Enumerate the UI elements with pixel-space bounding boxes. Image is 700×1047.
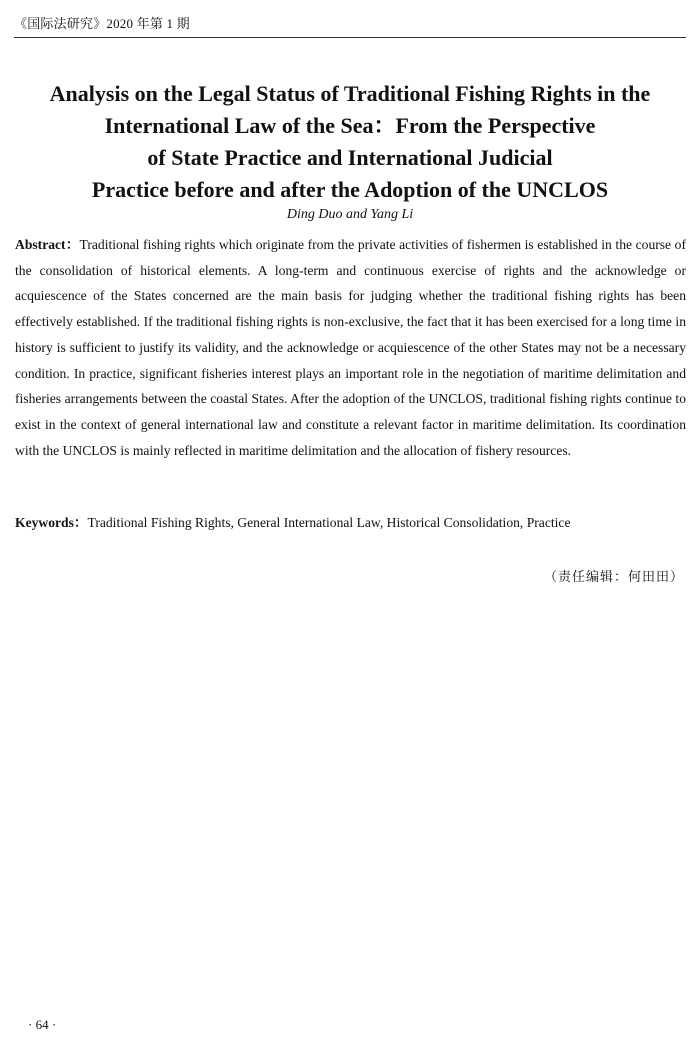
keywords: [15, 511, 686, 535]
header-rule: [14, 37, 686, 38]
title-line-2: International Law of the Sea：From the Perspective: [104, 113, 596, 138]
running-header: 《国际法研究》2020 年第 1 期: [14, 16, 190, 31]
keywords-text: Traditional Fishing Rights, General International Law, Historical Consolidation, Practice: [87, 515, 571, 530]
authors: Ding Duo and Yang Li: [286, 207, 414, 222]
abstract-text: Traditional fishing rights which originate from the private activities of fishermen is established in the course of the consolidation of historical elements. A long-term and continuous exercise of rights and the acknowledge or acquiescence of the States concerned are the main basis for judging whether the traditional fishing rights has been effectively established. If the traditional fishing rights is non-exclusive, the fact that it has been exercised for a long time in history is sufficient to justify its validity, and the acknowledge or acquiescence of the other States may not be a necessary condition. In practice, significant fisheries interest plays an important role in the negotiation of maritime delimitation and fisheries arrangements between the coastal States. After the adoption of the UNCLOS, traditional fishing rights continue to exist in the context of general international law and constitute a relevant factor in maritime delimitation. Its coordination with the UNCLOS is mainly reflected in maritime delimitation and the allocation of fishery resources.: [15, 237, 686, 458]
title-line-1: Analysis on the Legal Status of Traditional Fishing Rights in the: [49, 81, 651, 106]
page-number: · 64 ·: [28, 1017, 57, 1032]
abstract-label: Abstract：: [15, 237, 80, 252]
editor-note: （责任编辑：何田田）: [543, 569, 684, 584]
abstract: [15, 232, 686, 463]
title-line-3: of State Practice and International Judicial: [147, 145, 553, 170]
keywords-label: Keywords：: [15, 515, 88, 530]
article-title: [0, 78, 700, 206]
title-line-4: Practice before and after the Adoption of the UNCLOS: [91, 177, 609, 202]
